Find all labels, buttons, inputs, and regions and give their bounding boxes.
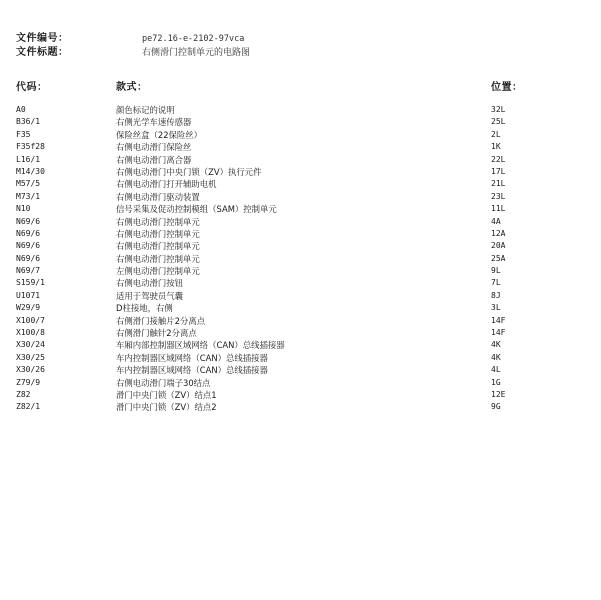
table-row [16, 377, 586, 389]
component-code: N10 [16, 204, 31, 214]
doc-title-value: 右侧滑门控制单元的电路图 [142, 48, 251, 58]
component-description: 车内控制器区域网络（CAN）总线插接器 [116, 365, 268, 376]
component-position: 4K [491, 352, 501, 362]
component-code: X30/26 [16, 365, 45, 375]
component-position: 4K [491, 340, 501, 350]
component-code: X100/8 [16, 328, 45, 338]
component-description: 车厢内部控制器区域网络（CAN）总线插接器 [116, 340, 285, 351]
component-code: B36/1 [16, 117, 41, 127]
column-header-code: 代码： [16, 82, 48, 93]
component-position: 17L [491, 166, 506, 176]
component-position: 25A [491, 253, 506, 263]
component-code: X30/24 [16, 340, 45, 350]
component-position: 3L [491, 303, 501, 313]
component-code: Z79/9 [16, 377, 41, 387]
component-description: 右侧电动滑门保险丝 [116, 142, 192, 153]
component-code: A0 [16, 105, 26, 114]
component-description: 右侧滑门触针2分离点 [116, 328, 197, 339]
component-code: F35 [16, 129, 31, 139]
component-description: 右侧电动滑门控制单元 [116, 216, 200, 227]
component-description: 保险丝盒（22保险丝） [116, 129, 203, 140]
component-code: X100/7 [16, 315, 45, 325]
table-row [16, 191, 586, 203]
table-header [16, 81, 586, 95]
component-description: 颜色标记的说明 [116, 105, 175, 115]
component-description: 右侧电动滑门离合器 [116, 154, 192, 165]
document [16, 32, 586, 414]
component-position: 25L [491, 117, 506, 127]
component-position: 8J [491, 290, 501, 300]
component-code: X30/25 [16, 352, 45, 362]
component-code: N69/6 [16, 228, 41, 238]
table-row [16, 116, 586, 128]
component-position: 20A [491, 241, 506, 251]
component-description: 右侧滑门接触片2分离点 [116, 315, 206, 326]
doc-number-row [16, 32, 586, 46]
component-description: D柱接地，右侧 [116, 303, 173, 314]
component-description: 右侧电动滑门中央门锁（ZV）执行元件 [116, 166, 262, 177]
component-position: 14F [491, 315, 506, 325]
component-position: 11L [491, 204, 506, 214]
table-row [16, 327, 586, 339]
component-code: N69/6 [16, 216, 41, 226]
table-row [16, 302, 586, 314]
table-row [16, 154, 586, 166]
component-description: 右侧电动滑门打开辅助电机 [116, 179, 217, 190]
component-description: 右侧电动滑门控制单元 [116, 253, 200, 264]
component-position: 23L [491, 191, 506, 201]
component-position: 32L [491, 105, 506, 114]
table-row [16, 203, 586, 215]
table-row [16, 265, 586, 277]
table-row [16, 253, 586, 265]
component-position: 9L [491, 266, 501, 276]
column-header-desc: 款式： [116, 82, 148, 93]
component-code: Z82/1 [16, 402, 41, 412]
table-row [16, 104, 586, 116]
component-description: 左侧电动滑门控制单元 [116, 266, 200, 277]
table-row [16, 141, 586, 153]
component-code: N69/6 [16, 241, 41, 251]
table-row [16, 389, 586, 401]
component-position: 12E [491, 389, 506, 399]
component-description: 右侧电动滑门控制单元 [116, 241, 200, 252]
table-row [16, 364, 586, 376]
column-header-pos: 位置： [491, 82, 523, 93]
component-description: 滑门中央门锁（ZV）结点2 [116, 402, 217, 413]
component-description: 适用于驾驶员气囊 [116, 290, 183, 301]
component-position: 7L [491, 278, 501, 288]
table-body [16, 104, 586, 414]
doc-title-label: 文件标题： [16, 47, 69, 58]
component-position: 1K [491, 142, 501, 152]
component-description: 车内控制器区域网络（CAN）总线插接器 [116, 352, 268, 363]
doc-title-row [16, 46, 586, 60]
table-row [16, 228, 586, 240]
component-code: W29/9 [16, 303, 41, 313]
component-code: M73/1 [16, 191, 41, 201]
table-row [16, 129, 586, 141]
table-row [16, 216, 586, 228]
component-code: F35f28 [16, 142, 45, 152]
table-row [16, 277, 586, 289]
component-position: 1G [491, 377, 501, 387]
component-position: 21L [491, 179, 506, 189]
component-code: N69/6 [16, 253, 41, 263]
component-code: M57/5 [16, 179, 41, 189]
table-row [16, 166, 586, 178]
table-row [16, 352, 586, 364]
component-position: 22L [491, 154, 506, 164]
component-description: 右侧电动滑门驱动装置 [116, 191, 200, 202]
component-description: 右侧光学车速传感器 [116, 117, 192, 128]
component-code: U1071 [16, 290, 41, 300]
component-code: M14/30 [16, 166, 45, 176]
component-code: S159/1 [16, 278, 45, 288]
component-position: 2L [491, 129, 501, 139]
component-description: 右侧电动滑门端子30结点 [116, 377, 211, 388]
component-code: N69/7 [16, 266, 41, 276]
table-row [16, 339, 586, 351]
table-row [16, 315, 586, 327]
component-code: L16/1 [16, 154, 41, 164]
component-position: 4L [491, 365, 501, 375]
doc-number-label: 文件编号： [16, 33, 69, 44]
component-description: 右侧电动滑门控制单元 [116, 228, 200, 239]
component-position: 12A [491, 228, 506, 238]
component-description: 信号采集及促动控制模组（SAM）控制单元 [116, 204, 277, 215]
component-position: 9G [491, 402, 501, 412]
table-row [16, 401, 586, 413]
table-row [16, 178, 586, 190]
component-description: 滑门中央门锁（ZV）结点1 [116, 389, 217, 400]
component-code: Z82 [16, 389, 31, 399]
component-description: 右侧电动滑门按钮 [116, 278, 183, 289]
doc-number-value: pe72.16-e-2102-97vca [142, 34, 245, 44]
component-position: 14F [491, 328, 506, 338]
table-row [16, 240, 586, 252]
component-position: 4A [491, 216, 501, 226]
table-row [16, 290, 586, 302]
